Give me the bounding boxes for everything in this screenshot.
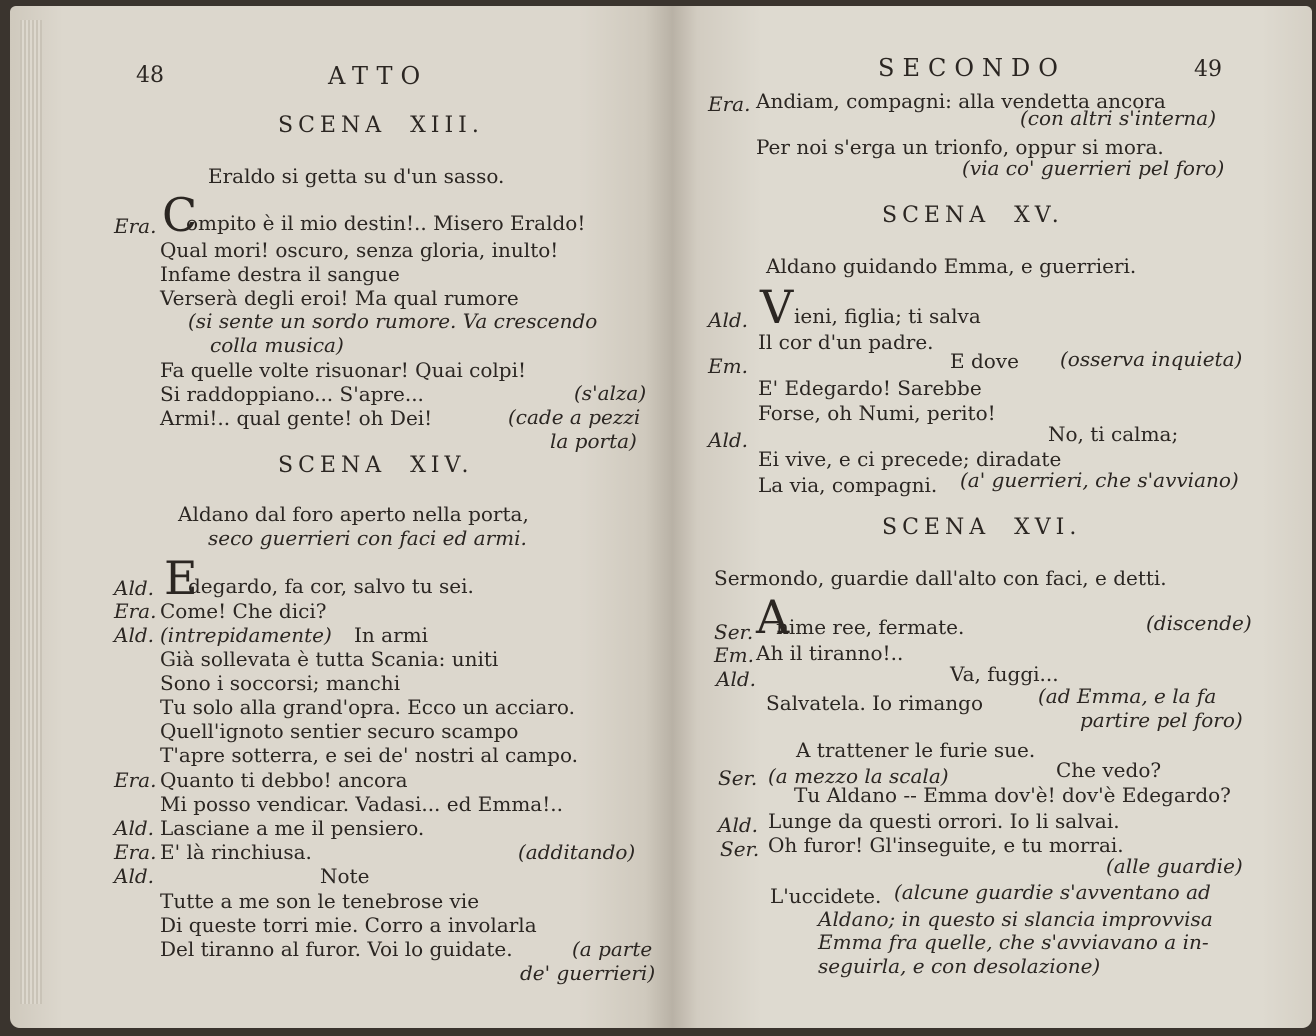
text-line: Ser. (720, 837, 760, 861)
text-line: seguirla, e con desolazione) (818, 954, 1101, 978)
text-line: Andiam, compagni: alla vendetta ancora (756, 89, 1166, 113)
text-line: Salvatela. Io rimango (766, 691, 984, 715)
text-line: la porta) (550, 429, 637, 453)
text-line: Tu Aldano -- Emma dov'è! dov'è Edegardo? (794, 783, 1231, 807)
text-line: Forse, oh Numi, perito! (758, 401, 996, 425)
text-line: Ald. (114, 816, 154, 840)
text-line: (ad Emma, e la fa (1038, 684, 1217, 708)
text-line: nime ree, fermate. (776, 615, 965, 639)
text-line: In armi (354, 623, 428, 647)
text-line: Ei vive, e ci precede; diradate (758, 447, 1062, 471)
drop-cap: V (760, 280, 794, 334)
text-line: Era. (114, 599, 157, 623)
text-line: Lasciane a me il pensiero. (160, 816, 425, 840)
text-line: A trattener le furie sue. (796, 738, 1036, 762)
text-line: Qual mori! oscuro, senza gloria, inulto! (160, 238, 559, 262)
text-line: Era. (114, 214, 157, 238)
text-line: Di queste torri mie. Corro a involarla (160, 913, 537, 937)
text-line: SCENA XVI. (882, 515, 1082, 540)
text-line: SCENA XIII. (278, 113, 484, 138)
text-line: (a' guerrieri, che s'avviano) (960, 468, 1239, 492)
text-line: Aldano; in questo si slancia improvvisa (818, 907, 1213, 931)
text-line: Ah il tiranno!.. (756, 641, 904, 665)
text-line: Tu solo alla grand'opra. Ecco un acciaro. (160, 695, 575, 719)
left-page (10, 6, 672, 1028)
text-line: Note (320, 864, 370, 888)
text-line: Verserà degli eroi! Ma qual rumore (160, 286, 519, 310)
text-line: Va, fuggi... (950, 662, 1059, 686)
text-line: Quell'ignoto sentier securo scampo (160, 719, 519, 743)
text-line: La via, compagni. (758, 473, 938, 497)
text-line: Sono i soccorsi; manchi (160, 671, 401, 695)
text-line: Infame destra il sangue (160, 262, 400, 286)
text-line: SCENA XIV. (278, 453, 474, 478)
text-line: degardo, fa cor, salvo tu sei. (188, 574, 474, 598)
text-line: Ald. (708, 428, 748, 452)
text-line: Armi!.. qual gente! oh Dei! (160, 406, 433, 430)
running-head: SECONDO (878, 54, 1066, 82)
text-line: E dove (950, 349, 1019, 373)
text-line: Ser. (714, 620, 754, 644)
text-line: Ald. (716, 667, 756, 691)
text-line: Ald. (114, 864, 154, 888)
page-number: 49 (1194, 57, 1222, 82)
text-line: T'apre sotterra, e sei de' nostri al campo. (160, 743, 578, 767)
text-line: colla musica) (210, 333, 344, 357)
text-line: ieni, figlia; ti salva (794, 304, 981, 328)
text-line: Aldano guidando Emma, e guerrieri. (766, 254, 1137, 278)
text-line: (s'alza) (574, 381, 647, 405)
text-line: SCENA XV. (882, 203, 1064, 228)
text-line: Era. (114, 840, 157, 864)
text-line: (via co' guerrieri pel foro) (962, 156, 1225, 180)
text-line: Il cor d'un padre. (758, 330, 934, 354)
text-line: Fa quelle volte risuonar! Quai colpi! (160, 358, 527, 382)
text-line: partire pel foro) (1080, 708, 1243, 732)
text-line: (a mezzo la scala) (768, 764, 949, 788)
text-line: (discende) (1146, 611, 1252, 635)
text-line: Tutte a me son le tenebrose vie (160, 889, 480, 913)
text-line: Eraldo si getta su d'un sasso. (208, 164, 505, 188)
text-line: (si sente un sordo rumore. Va crescendo (188, 309, 598, 333)
text-line: Lunge da questi orrori. Io li salvai. (768, 809, 1120, 833)
text-line: Em. (708, 354, 748, 378)
text-line: Aldano dal foro aperto nella porta, (178, 502, 529, 526)
text-line: Ald. (708, 308, 748, 332)
text-line: E' là rinchiusa. (160, 840, 312, 864)
text-line: de' guerrieri) (520, 961, 656, 985)
text-line: Già sollevata è tutta Scania: uniti (160, 647, 499, 671)
text-line: (alcune guardie s'avventano ad (894, 880, 1211, 904)
text-line: ompito è il mio destin!.. Misero Eraldo! (186, 211, 586, 235)
text-line: Si raddoppiano... S'apre... (160, 382, 424, 406)
text-line: (cade a pezzi (508, 405, 641, 429)
text-line: Era. (114, 768, 157, 792)
text-line: (intrepidamente) (160, 623, 332, 647)
text-line: (osserva inquieta) (1060, 347, 1243, 371)
text-line: Del tiranno al furor. Voi lo guidate. (160, 937, 513, 961)
drop-cap: A (756, 590, 790, 644)
text-line: E' Edegardo! Sarebbe (758, 376, 982, 400)
text-line: seco guerrieri con faci ed armi. (208, 526, 527, 550)
text-line: Come! Che dici? (160, 599, 327, 623)
text-line: Mi posso vendicar. Vadasi... ed Emma!.. (160, 792, 563, 816)
drop-cap: E (164, 551, 198, 605)
text-line: (alle guardie) (1106, 854, 1243, 878)
text-line: Era. (708, 92, 751, 116)
text-line: (con altri s'interna) (1020, 106, 1217, 130)
text-line: No, ti calma; (1048, 422, 1179, 446)
page-number: 48 (136, 63, 164, 88)
text-line: Emma fra quelle, che s'avviavano a in- (818, 930, 1209, 954)
text-line: Ser. (718, 766, 758, 790)
text-line: Sermondo, guardie dall'alto con faci, e detti. (714, 566, 1167, 590)
text-line: Oh furor! Gl'inseguite, e tu morrai. (768, 833, 1124, 857)
drop-cap: C (162, 188, 198, 242)
text-line: Che vedo? (1056, 758, 1162, 782)
right-page (672, 6, 1312, 1028)
text-line: (additando) (518, 840, 636, 864)
running-head: ATTO (328, 62, 429, 90)
text-line: Em. (714, 643, 754, 667)
text-line: Quanto ti debbo! ancora (160, 768, 408, 792)
page-edges (20, 20, 42, 1004)
text-line: L'uccidete. (770, 884, 882, 908)
text-line: Ald. (114, 576, 154, 600)
text-line: (a parte (572, 937, 653, 961)
text-line: Per noi s'erga un trionfo, oppur si mora. (756, 135, 1164, 159)
text-line: Ald. (718, 813, 758, 837)
text-line: Ald. (114, 623, 154, 647)
